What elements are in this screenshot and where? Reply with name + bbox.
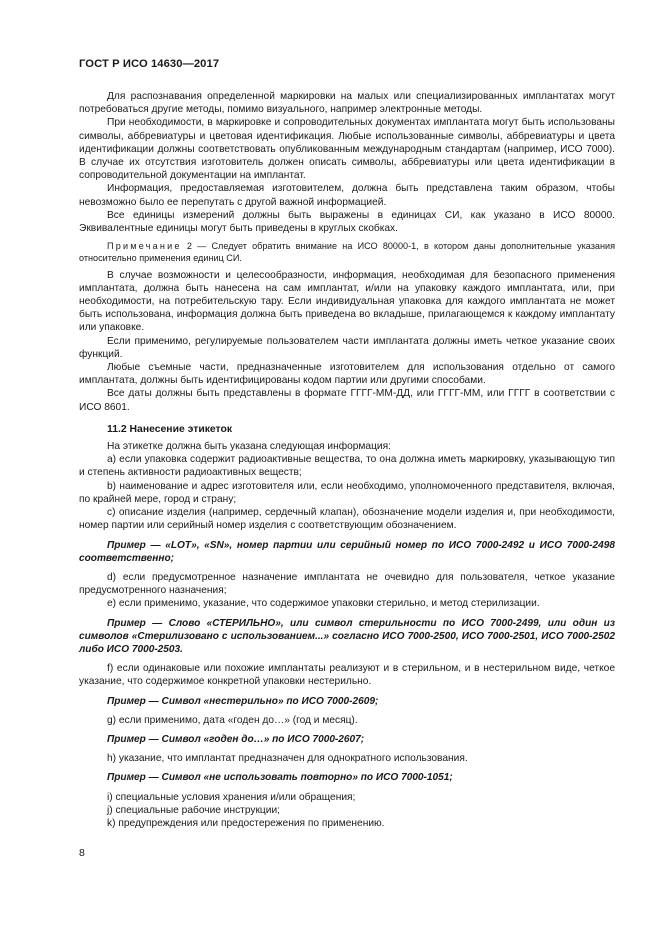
example: Пример — Символ «не использовать повторно» по ИСО 7000-1051; [107,772,453,784]
list-item: j) специальные рабочие инструкции; [107,804,280,816]
list-item: h) указание, что имплантат предназначен для однократного использования. [107,753,468,765]
list-item: g) если применимо, дата «годен до…» (год и месяц). [107,714,358,726]
page-number: 8 [79,847,85,859]
example: Пример — «LOT», «SN», номер партии или серийный номер по ИСО 7000-2492 и ИСО 7000-2498 соответственно; [79,539,615,564]
list-item: a) если упаковка содержит радиоактивные вещества, то она должна иметь маркировку, указывающую тип и степень активности радиоактивных веществ; [79,454,615,479]
note-label: Примечание [107,241,182,252]
document-header: ГОСТ Р ИСО 14630—2017 [79,58,220,70]
example: Пример — Слово «СТЕРИЛЬНО», или символ стерильности по ИСО 7000-2499, или один из символов «Стерилизовано с использованием...» согласно ИСО 7000-2500, ИСО 7000-2501, ИСО 7000-2502 либо ИСО 7000-2503. [79,617,615,655]
list-item: f) если одинаковые или похожие имплантаты реализуют и в стерильном, и в нестерильном виде, четкое указание, что содержимое конкретной упаковки нестерильно. [79,663,615,688]
list-item: c) описание изделия (например, сердечный клапан), обозначение модели изделия и, при необходимости, номер партии или серийный номер изделия с соответствующим обозначением. [79,507,615,532]
paragraph: Все даты должны быть представлены в формате ГГГГ-ММ-ДД, или ГГГГ-ММ, или ГГГГ в соответствии с ИСО 8601. [79,388,615,413]
paragraph: В случае возможности и целесообразности, информация, необходимая для безопасного применения имплантата, должна быть нанесена на сам имплантат, и/или на упаковку каждого имплантата, или, при необходимости, на потребительскую тару. Если индивидуальная упаковка для каждого имплантата не может быть использована, информация должна быть приведена во вкладыше, прилагающемся к каждому имплантату или упаковке. [79,269,615,334]
note [79,240,615,264]
paragraph: Если применимо, регулируемые пользователем части имплантата должны иметь четкое указание своих функций. [79,335,615,360]
example: Пример — Символ «годен до…» по ИСО 7000-2607; [107,733,365,745]
paragraph: Информация, предоставляемая изготовителем, должна быть представлена таким образом, чтобы невозможно было ее перепутать с другой важной информацией. [79,183,615,208]
paragraph: Все единицы измерений должны быть выражены в единицах СИ, как указано в ИСО 80000. Эквивалентные единицы могут быть приведены в круглых скобках. [79,209,615,235]
list-item: b) наименование и адрес изготовителя или, если необходимо, уполномоченного представителя, включая, по крайней мере, город и страну; [79,480,615,505]
list-item: e) если применимо, указание, что содержимое упаковки стерильно, и метод стерилизации. [107,598,540,610]
section-heading: 11.2 Нанесение этикеток [107,423,233,435]
list-item: d) если предусмотренное назначение имплантата не очевидно для пользователя, четкое указание предусмотренного назначения; [79,571,615,597]
note-text: 2 — Следует обратить внимание на ИСО 80000-1, в котором даны дополнительные указания относительно применения единиц СИ. [79,241,615,264]
paragraph: Любые съемные части, предназначенные изготовителем для использования отдельно от самого имплантата, должны быть идентифицированы кодом партии или другими способами. [79,362,615,387]
example: Пример — Символ «нестерильно» по ИСО 7000-2609; [107,695,379,707]
list-item: На этикетке должна быть указана следующая информация: [107,441,391,453]
paragraph: При необходимости, в маркировке и сопроводительных документах имплантата могут быть использованы символы, аббревиатуры и цветовая идентификация. Любые использованные символы, аббревиатуры и цвета идентификации должны соответствовать опубликованным международным стандартам (например, ИСО 7000). В случае их отсутствия изготовитель должен описать символы, аббревиатуры или цвета идентификации в сопроводительной документации на имплантат. [79,117,615,182]
document-body [79,90,615,830]
list-item: i) специальные условия хранения и/или обращения; [107,791,356,803]
paragraph: Для распознавания определенной маркировки на малых или специализированных имплантатах могут потребоваться другие методы, помимо визуального, например электронные методы. [79,91,615,116]
list-item: k) предупреждения или предостережения по применению. [107,817,385,829]
